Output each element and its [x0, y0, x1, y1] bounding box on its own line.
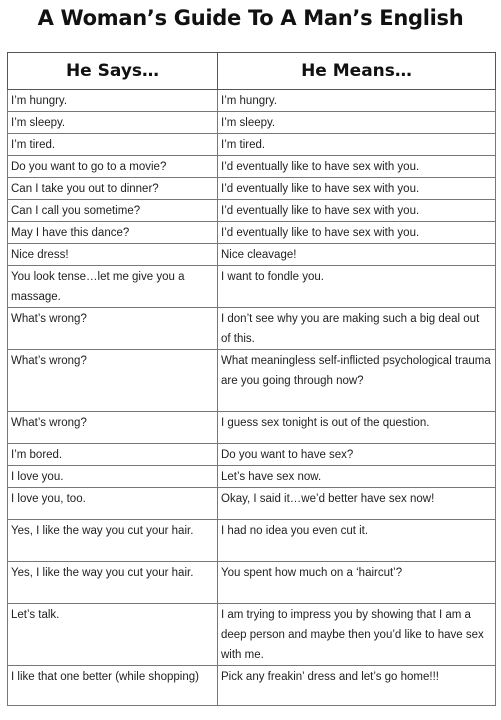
he-means-cell: I’m tired.: [218, 134, 496, 156]
he-means-cell: You spent how much on a ‘haircut’?: [218, 562, 496, 604]
he-says-cell: I love you.: [8, 466, 218, 488]
table-row: [8, 266, 496, 308]
table-row: [8, 604, 496, 666]
he-says-cell: What’s wrong?: [8, 412, 218, 444]
table-row: [8, 222, 496, 244]
header-row: [8, 53, 496, 90]
he-means-cell: What meaningless self-inflicted psychological trauma are you going through now?: [218, 350, 496, 412]
table-row: [8, 488, 496, 520]
table-row: [8, 562, 496, 604]
he-says-cell: Yes, I like the way you cut your hair.: [8, 562, 218, 604]
he-means-cell: I’d eventually like to have sex with you.: [218, 156, 496, 178]
he-means-cell: I’d eventually like to have sex with you.: [218, 200, 496, 222]
table-row: [8, 412, 496, 444]
table-row: [8, 90, 496, 112]
he-means-cell: I don’t see why you are making such a big deal out of this.: [218, 308, 496, 350]
page-title: A Woman’s Guide To A Man’s English: [37, 6, 464, 30]
he-says-cell: May I have this dance?: [8, 222, 218, 244]
he-means-cell: Okay, I said it…we’d better have sex now!: [218, 488, 496, 520]
table-row: [8, 244, 496, 266]
he-means-cell: I’d eventually like to have sex with you.: [218, 222, 496, 244]
table-row: [8, 112, 496, 134]
he-says-cell: Yes, I like the way you cut your hair.: [8, 520, 218, 562]
he-means-cell: I want to fondle you.: [218, 266, 496, 308]
he-says-cell: Nice dress!: [8, 244, 218, 266]
he-says-cell: I love you, too.: [8, 488, 218, 520]
table-row: [8, 200, 496, 222]
he-says-header: He Says…: [8, 53, 218, 90]
table-row: [8, 134, 496, 156]
guide-table: [7, 52, 496, 706]
he-says-cell: I’m hungry.: [8, 90, 218, 112]
he-means-cell: I’m sleepy.: [218, 112, 496, 134]
table-row: [8, 520, 496, 562]
table-row: [8, 308, 496, 350]
table-row: [8, 178, 496, 200]
he-means-cell: I had no idea you even cut it.: [218, 520, 496, 562]
he-says-cell: Can I take you out to dinner?: [8, 178, 218, 200]
he-says-cell: What’s wrong?: [8, 350, 218, 412]
he-says-cell: What’s wrong?: [8, 308, 218, 350]
table-row: [8, 666, 496, 706]
table-row: [8, 466, 496, 488]
table-row: [8, 444, 496, 466]
he-means-header: He Means…: [218, 53, 496, 90]
he-says-cell: I’m sleepy.: [8, 112, 218, 134]
he-means-cell: Let’s have sex now.: [218, 466, 496, 488]
he-says-cell: You look tense…let me give you a massage.: [8, 266, 218, 308]
he-means-cell: Pick any freakin’ dress and let’s go home!!!: [218, 666, 496, 706]
he-says-cell: Can I call you sometime?: [8, 200, 218, 222]
he-means-cell: Nice cleavage!: [218, 244, 496, 266]
table-row: [8, 350, 496, 412]
he-means-cell: I am trying to impress you by showing that I am a deep person and maybe then you’d like to have sex with me.: [218, 604, 496, 666]
he-says-cell: Let’s talk.: [8, 604, 218, 666]
he-says-cell: I’m tired.: [8, 134, 218, 156]
he-means-cell: I’d eventually like to have sex with you.: [218, 178, 496, 200]
he-says-cell: I’m bored.: [8, 444, 218, 466]
he-says-cell: I like that one better (while shopping): [8, 666, 218, 706]
he-means-cell: I’m hungry.: [218, 90, 496, 112]
he-means-cell: Do you want to have sex?: [218, 444, 496, 466]
he-means-cell: I guess sex tonight is out of the question.: [218, 412, 496, 444]
table-row: [8, 156, 496, 178]
he-says-cell: Do you want to go to a movie?: [8, 156, 218, 178]
